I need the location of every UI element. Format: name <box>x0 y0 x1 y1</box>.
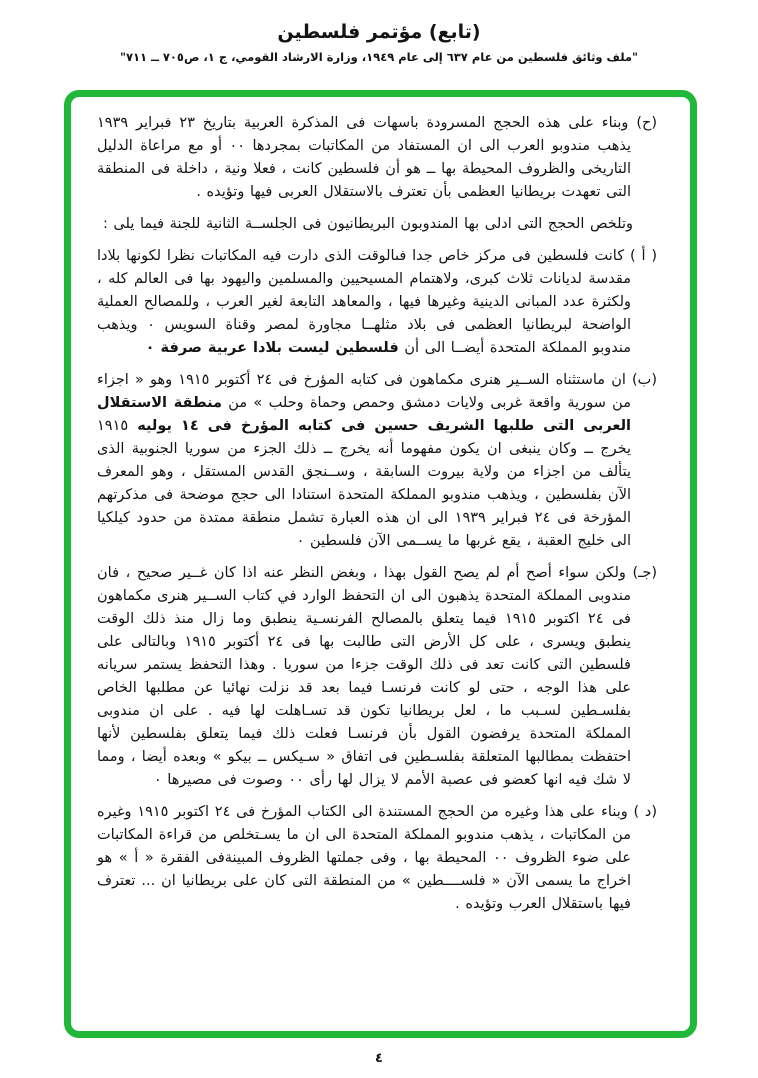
paragraph-ba <box>97 369 657 553</box>
body-text: ١٩١٥ يخرج ــ وكان ينبغى ان يكون مفهوما أنه يخرج ــ ذلك الجزء من سوريا الجنوبية الذى يتألف من اجزاء من ولاية بيروت السابقة ، وســنجق القدس المستقل ، وهو المعرف الآن بفلسطين ، ويذهب مندوبو المملكة المتحدة استنادا الى حجج موضحة فى مذكرتهم المؤرخة فى ٢٤ فبراير ١٩٣٩ الى ان هذه العبارة تشمل منطقة ممتدة من حدود كيلكيا الى خليج العقبة ، يقع غربها ما يســمى الآن فلسطين ٠ <box>97 418 632 549</box>
body-text: (ب) ان ماستثناه الســير هنرى مكماهون فى كتابه المؤرخ فى ٢٤ أكتوبر ١٩١٥ وهو « اجزاء من سورية واقعة غربى ولايات دمشق وحمص وحماة وحلب » من <box>97 372 657 411</box>
paragraph-alif <box>97 245 657 360</box>
body-text: ( أ ) كانت فلسطين فى مركز خاص جدا فىالوقت الذى دارت فيه المكاتبات نظرا لكونها بلادا مقدسة لديانات ثلاث كبرى، ولاهتمام المسيحيين والمسلمين واليهود بها فى العالم كله ، ولكثرة عدد المبانى الدينية وغيرها فيها ، والمعاهد التابعة لغير العرب ، وللمصالح العملية الواضحة لبريطانيا العظمى فى بلاد مثلهــا مجاورة لمصر وقناة السويس ٠ ويذهب مندوبو المملكة المتحدة أيضــا الى أن <box>97 248 657 356</box>
emphasis-text: فلسطين ليست بلادا عربية صرفة ٠ <box>145 340 399 356</box>
paragraph-jim <box>97 562 657 792</box>
document-source-citation: "ملف وثائق فلسطين من عام ٦٣٧ إلى عام ١٩٤٩، وزارة الارشاد القومي، ج ١، ص٧٠٥ ــ ٧١١" <box>119 50 639 64</box>
body-text: (د ) وبناء على هذا وغيره من الحجج المستندة الى الكتاب المؤرخ فى ٢٤ اكتوبر ١٩١٥ وغيره من المكاتبات ، يذهب مندوبو المملكة المتحدة الى ان ما يسـتخلص من قراءة المكاتبات على ضوء الظروف ٠٠ المحيطة بها ، وفى جملتها الظروف المبينةفى الفقرة « أ » هو اخراج ما يسمى الآن « فلســــطين » من المنطقة التى كان على بريطانيا ان ... تعترف فيها باستقلال العرب وتؤيده . <box>97 804 658 912</box>
document-title: (تابع) مؤتمر فلسطين <box>277 21 481 43</box>
paragraph-hha <box>97 112 657 204</box>
annotation-highlight-box <box>64 90 697 1038</box>
paragraph-dal <box>97 801 657 916</box>
document-body <box>97 112 657 916</box>
body-text: وتلخص الحجج التى ادلى بها المندوبون البريطانيون فى الجلســة الثانية للجنة فيما يلى : <box>102 216 633 232</box>
page-number: ٤ <box>375 1051 383 1066</box>
body-text: (ح) وبناء على هذه الحجج المسرودة باسهات فى المذكرة العربية بتاريخ ٢٣ فبراير ١٩٣٩ يذهب مندوبو العرب الى ان المستفاد من المكاتبات بمجردها ٠٠ أو مع مراعاة الدليل التاريخى والظروف المحيطة بها ــ هو أن فلسطين كانت ، فعلا ونية ، داخلة فى المنطقة التى تعهدت بريطانيا العظمى بأن تعترف بالاستقلال العربى فيها وتؤيده . <box>97 115 657 200</box>
paragraph-intro <box>97 213 657 236</box>
document-header <box>0 0 758 64</box>
body-text: (جـ) ولكن سواء أصح أم لم يصح القول بهذا ، وبغض النظر عنه اذا كان غــير صحيح ، فان مندوبى المملكة المتحدة يذهبون الى ان التحفظ الوارد في كتاب الســير هنرى مكماهون فى ٢٤ اكتوبر ١٩١٥ فيما يتعلق بالمصالح الفرنسـية ينطبق وما زال منذ ذلك الوقت ينطبق ويسرى ، على كل الأرض التى طالبت بها فى ٢٤ أكتوبر ١٩١٥ وبالتالى على فلسطين التى كانت تعد فى ذلك الوقت جزءا من سوريا . وهذا التحفظ يستمر سريانه على هذا الوجه ، حتى لو كانت فرنسـا فيما بعد قد نزلت نهائيا عن مطلبها الخاص بفلسـطين لسـبب ما ، لعل بريطانيا تكون قد تسـاهلت لها فيه . على ان مندوبى المملكة المتحدة يرفضون القول بأن فرنسـا فعلت ذلك فيما يتعلق بفلسطين لأنها احتفظت بمطالبها المتعلقة بفلسـطين فى اتفاق « سـيكس ــ بيكو » وبعده أيضا ، ومما لا شك فيه انها كعضو فى عصبة الأمم لا يزال لها رأى ٠٠ وصوت فى مصيرها ٠ <box>97 565 657 788</box>
emphasis-text: منطقة الاستقلال العربى التى طلبها الشريف حسين فى كتابه المؤرخ فى ١٤ يوليه <box>97 395 631 434</box>
